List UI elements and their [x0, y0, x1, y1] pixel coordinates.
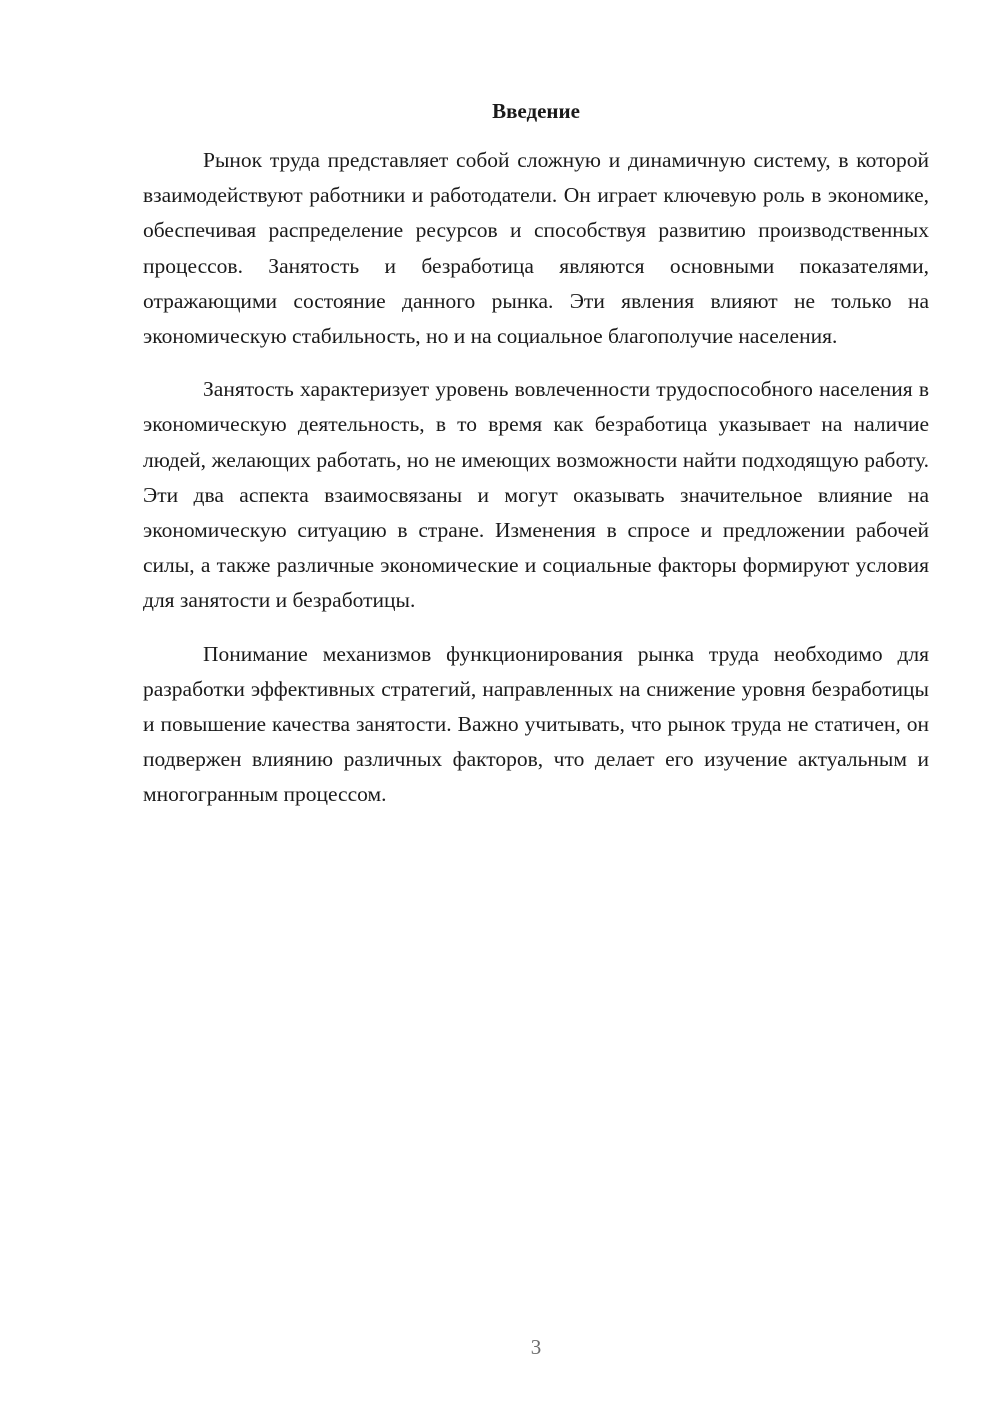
paragraph-1: Рынок труда представляет собой сложную и динамичную систему, в которой взаимодействуют работники и работодатели. Он играет ключевую роль в экономике, обеспечивая распределение ресурсов и способствуя развитию производственных процессов. Занятость и безработица являются основными показателями, отражающими состояние данного рынка. Эти явления влияют не только на экономическую стабильность, но и на социальное благополучие населения.: [143, 148, 929, 349]
body-text: [143, 143, 929, 831]
paragraph-2: Занятость характеризует уровень вовлеченности трудоспособного населения в экономическую деятельность, в то время как безработица указывает на наличие людей, желающих работать, но не имеющих возможности найти подходящую работу. Эти два аспекта взаимосвязаны и могут оказывать значительное влияние на экономическую ситуацию в стране. Изменения в спросе и предложении рабочей силы, а также различные экономические и социальные факторы формируют условия для занятости и безработицы.: [143, 377, 929, 613]
paragraph-3: Понимание механизмов функционирования рынка труда необходимо для разработки эффективных стратегий, направленных на снижение уровня безработицы и повышение качества занятости. Важно учитывать, что рынок труда не статичен, он подвержен влиянию различных факторов, что делает его изучение актуальным и многогранным процессом.: [143, 641, 929, 807]
section-heading: Введение: [492, 99, 580, 123]
page-number: 3: [530, 1335, 542, 1359]
